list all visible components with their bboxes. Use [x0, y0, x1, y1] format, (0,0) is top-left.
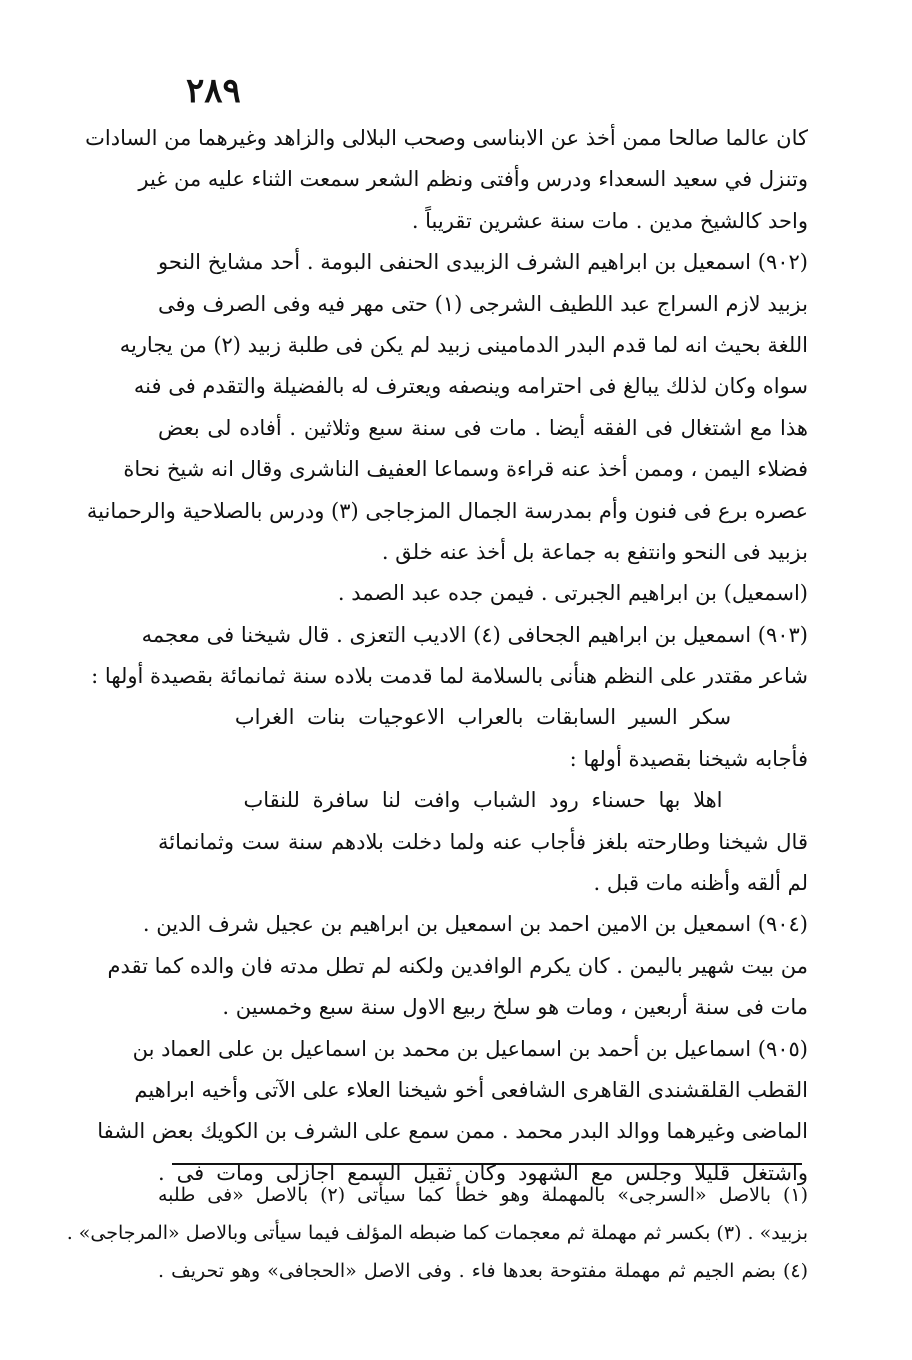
text-line: من بيت شهير باليمن . كان يكرم الوافدين ولكنه لم تطل مدته فان والده كما تقدم	[107, 953, 808, 978]
text-line: بزبيد لازم السراج عبد اللطيف الشرجى (١) حتى مهر فيه وفى الصرف وفى	[158, 291, 808, 316]
text-line: القطب القلقشندى القاهرى الشافعى أخو شيخنا العلاء على الآتى وأخيه ابراهيم	[134, 1077, 808, 1102]
text-line: واشتغل قليلا وجلس مع الشهود وكان ثقيل السمع اجازلى ومات فى .	[158, 1160, 808, 1185]
text-line: كان عالما صالحا ممن أخذ عن الابناسى وصحب البلالى والزاهد وغيرهما من السادات	[85, 126, 808, 150]
entry-902-heading: (٩٠٢) اسمعيل بن ابراهيم الشرف الزبيدى الحنفى البومة . أحد مشايخ النحو	[158, 250, 808, 275]
text-line: الماضى وغيرهما ووالد البدر محمد . ممن سمع على الشرف بن الكويك بعض الشفا	[97, 1119, 808, 1144]
verse-line: اهلا بها حسناء رود الشباب وافت لنا سافرة للنقاب	[243, 788, 723, 813]
main-text	[85, 118, 808, 1194]
verse-line: سكر السير السابقات بالعراب الاعوجيات بنات الغراب	[234, 705, 732, 730]
text-line: اللغة بحيث انه لما قدم البدر الدمامينى زبيد لم يكن فى طلبة زبيد (٢) من يجاريه	[119, 332, 808, 357]
text-line: شاعر مقتدر على النظم هنأنى بالسلامة لما قدمت بلاده سنة ثمانمائة بقصيدة أولها :	[91, 664, 808, 689]
cross-reference-line: (اسمعيل) بن ابراهيم الجبرتى . فيمن جده عبد الصمد .	[337, 581, 808, 606]
footnote-line: (٤) بضم الجيم ثم مهملة مفتوحة بعدها فاء . وفى الاصل «الحجافى» وهو تحريف .	[158, 1260, 809, 1282]
text-line: لم ألقه وأظنه مات قبل .	[593, 871, 808, 896]
text-line: هذا مع اشتغال فى الفقه أيضا . مات فى سنة سبع وثلاثين . أفاده لى بعض	[158, 415, 808, 440]
text-line: وتنزل في سعيد السعداء ودرس وأفتى ونظم الشعر سمعت الثناء عليه من غير	[138, 167, 808, 192]
entry-904-heading: (٩٠٤) اسمعيل بن الامين احمد بن اسمعيل بن ابراهيم بن عجيل شرف الدين .	[142, 912, 808, 937]
text-line: سواه وكان لذلك يبالغ فى احترامه وينصفه ويعترف له بالفضيلة والتقدم فى فنه	[133, 374, 808, 399]
text-line: قال شيخنا وطارحته بلغز فأجاب عنه ولما دخلت بلادهم سنة ست وثمانمائة	[158, 829, 808, 854]
text-line: واحد كالشيخ مدين . مات سنة عشرين تقريباً .	[411, 208, 808, 233]
text-line: مات فى سنة أربعين ، ومات هو سلخ ربيع الاول سنة سبع وخمسين .	[222, 995, 808, 1020]
footnote-divider	[172, 1163, 802, 1165]
text-line: فضلاء اليمن ، وممن أخذ عنه قراءة وسماعا العفيف الناشرى وقال انه شيخ نحاة	[123, 457, 808, 482]
text-line: عصره برع فى فنون وأم بمدرسة الجمال المزجاجى (٣) ودرس بالصلاحية والرحمانية	[86, 498, 808, 523]
text-line: فأجابه شيخنا بقصيدة أولها :	[569, 746, 808, 771]
footnote-line: بزبيد» . (٣) بكسر ثم مهملة ثم معجمات كما ضبطه المؤلف فيما سيأتى وبالاصل «المرجاجى» .	[66, 1222, 808, 1244]
footnotes	[66, 1176, 809, 1290]
page-number: ٢٨٩	[186, 71, 241, 111]
entry-903-heading: (٩٠٣) اسمعيل بن ابراهيم الجحافى (٤) الاديب التعزى . قال شيخنا فى معجمه	[141, 622, 808, 647]
entry-905-heading: (٩٠٥) اسماعيل بن أحمد بن اسماعيل بن محمد بن اسماعيل بن على العماد بن	[132, 1036, 808, 1061]
text-line: بزبيد فى النحو وانتفع به جماعة بل أخذ عنه خلق .	[381, 539, 808, 564]
footnote-line: (١) بالاصل «السرجى» بالمهملة وهو خطأ كما سيأتى (٢) بالاصل «فى طلبه	[158, 1184, 808, 1206]
